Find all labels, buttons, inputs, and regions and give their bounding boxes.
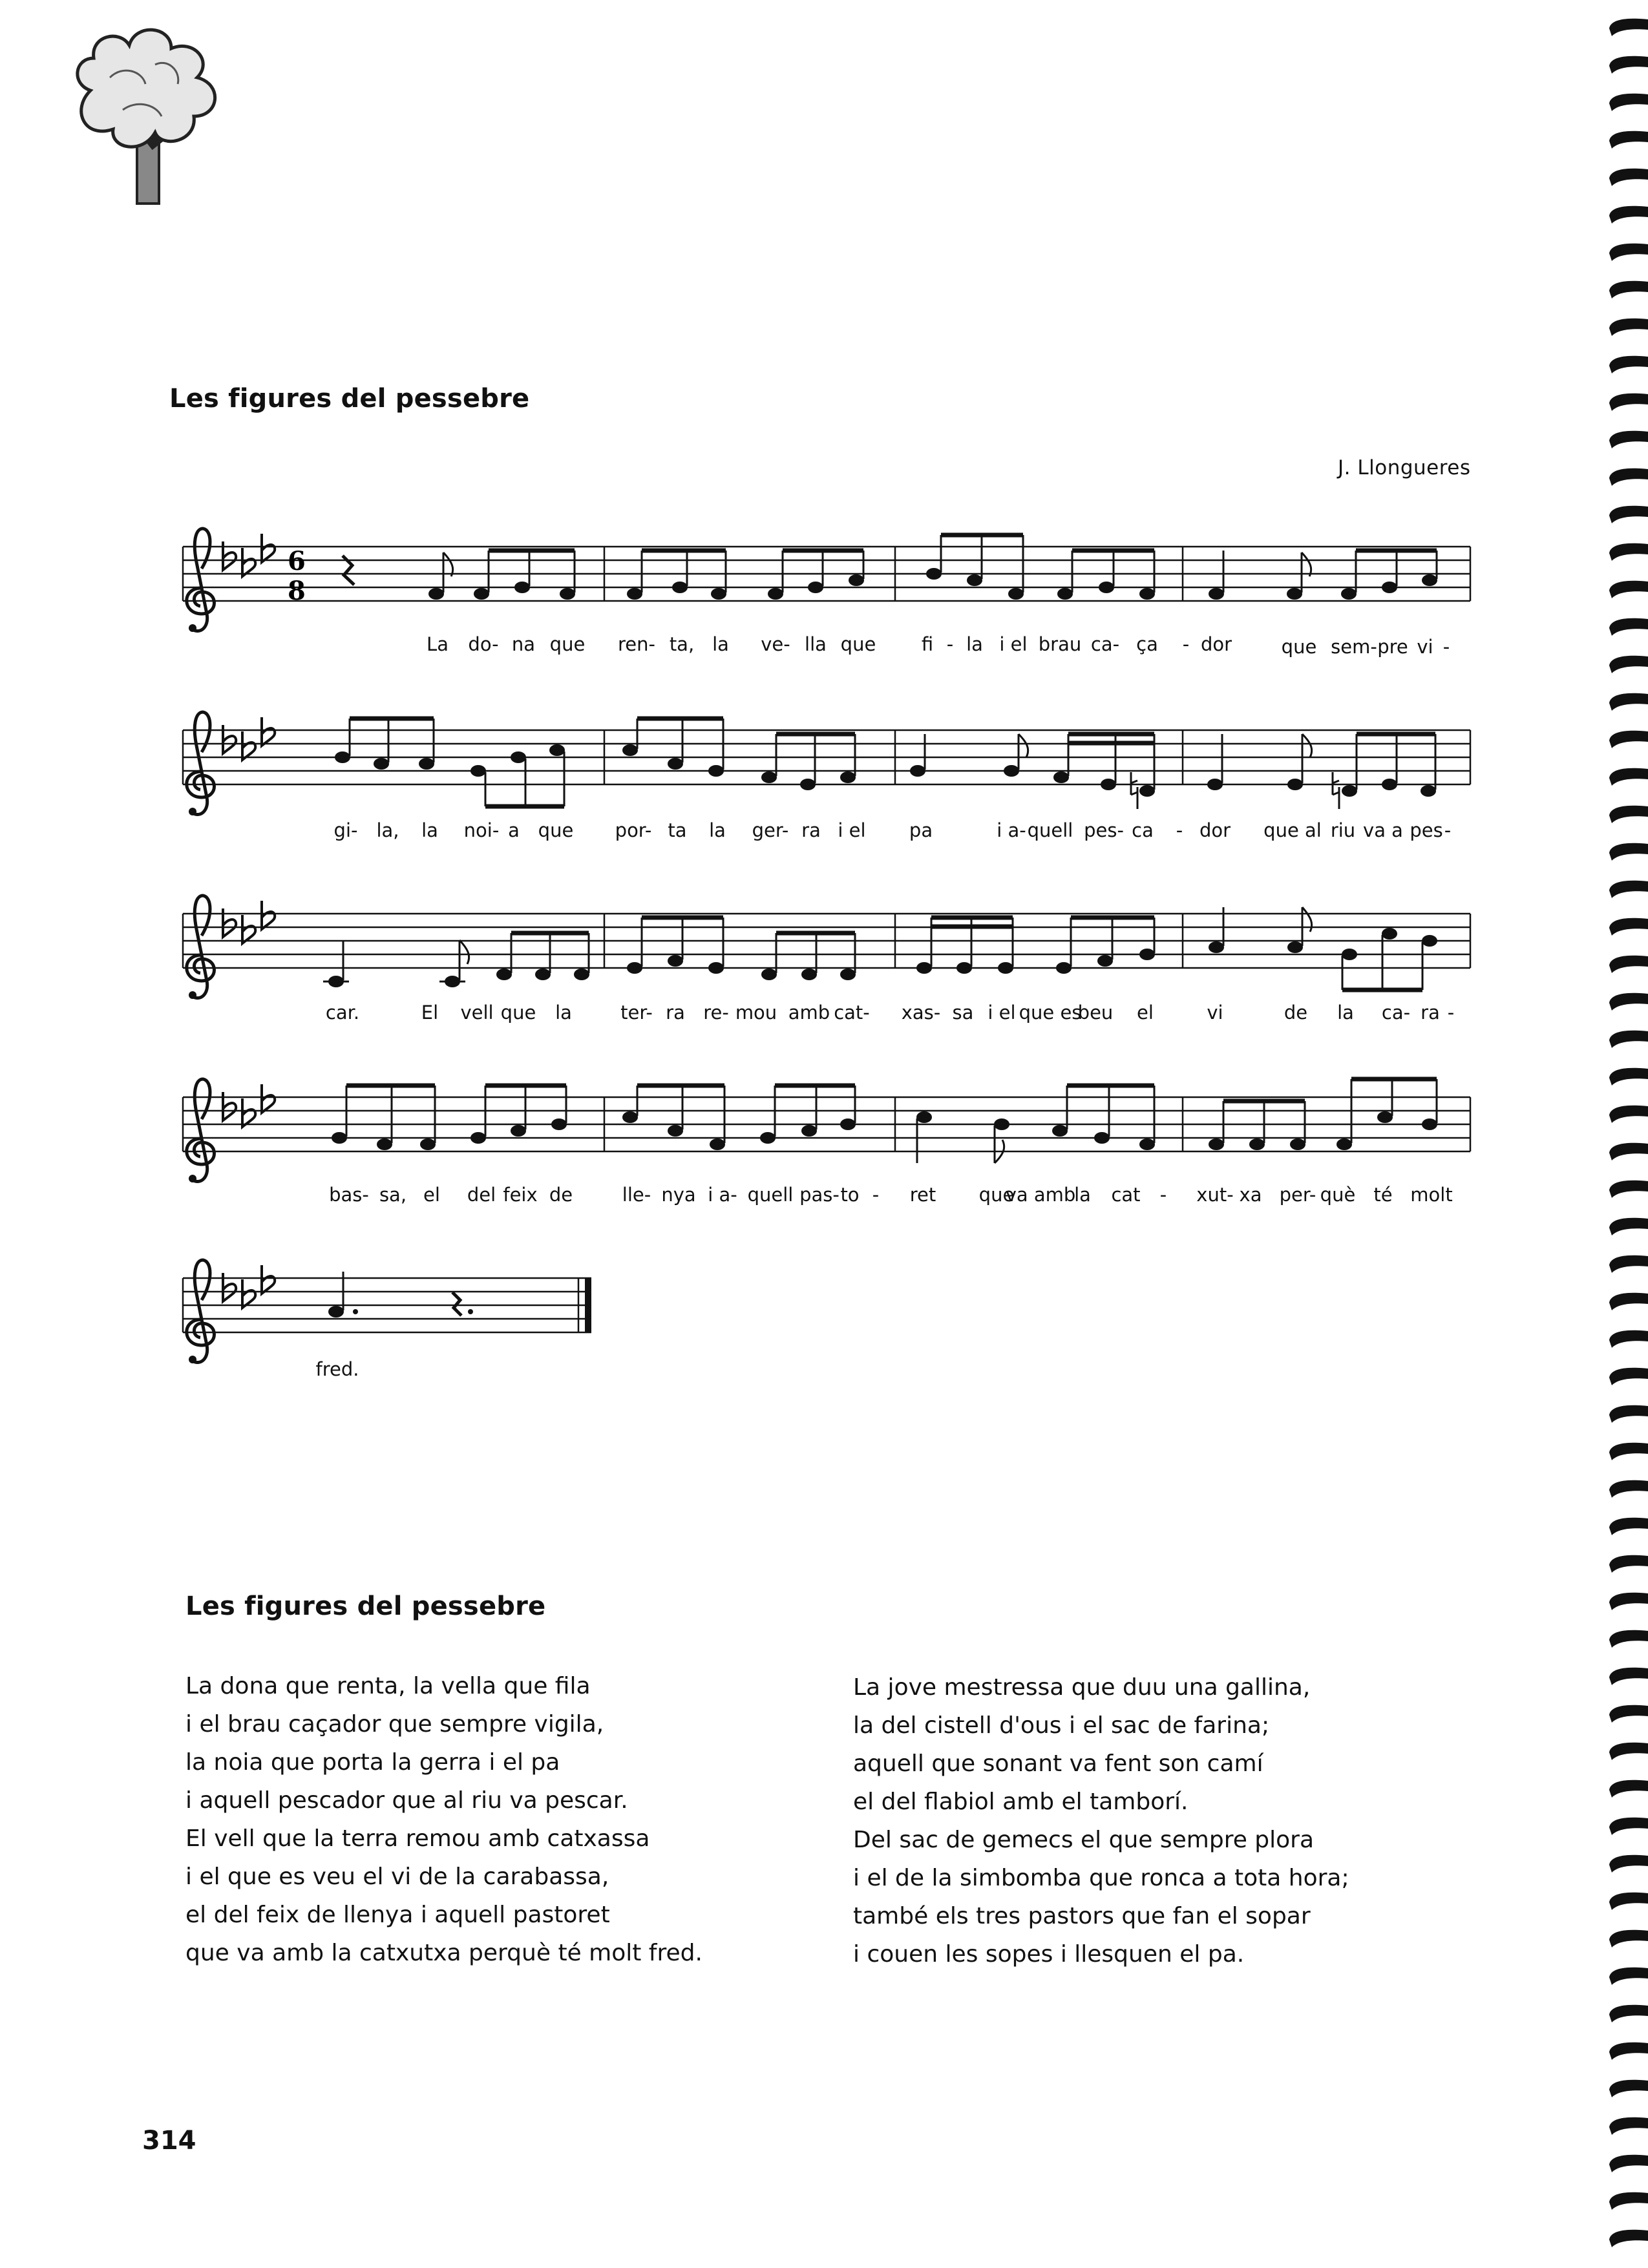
binding-ring	[1609, 1893, 1648, 1910]
lyric-syllable: -	[1442, 636, 1450, 658]
binding-ring	[1609, 506, 1648, 523]
lyric-syllable: lla	[805, 633, 827, 655]
binding-ring	[1609, 993, 1648, 1011]
page-number: 314	[142, 2126, 196, 2156]
binding-ring	[1609, 468, 1648, 486]
lyric-syllable: de	[1284, 1002, 1308, 1024]
poem-line: el del feix de llenya i aquell pastoret	[185, 1902, 610, 1928]
lyric-syllable: la	[1337, 1002, 1354, 1024]
lyric-syllable: -	[1159, 1184, 1167, 1206]
binding-ring	[1609, 1743, 1648, 1760]
flat-icon	[223, 541, 236, 570]
binding-ring	[1609, 1106, 1648, 1123]
lyric-syllable: va a	[1363, 819, 1403, 841]
lyric-syllable: ren-	[618, 633, 655, 655]
poem-title: Les figures del pessebre	[185, 1591, 546, 1621]
binding-ring	[1609, 1368, 1648, 1385]
poem-line: també els tres pastors que fan el sopar	[853, 1903, 1311, 1929]
lyric-syllable: per-	[1279, 1184, 1316, 1206]
binding-ring	[1609, 1255, 1648, 1273]
binding-ring	[1609, 768, 1648, 786]
lyric-syllable: -	[1176, 819, 1183, 841]
binding-ring	[1609, 581, 1648, 598]
lyric-syllable: car.	[325, 1002, 360, 1024]
lyric-syllable: que	[840, 633, 876, 655]
lyric-syllable: la	[421, 819, 438, 841]
notes-staff-4	[332, 1111, 1437, 1150]
poem-line: i el que es veu el vi de la carabassa,	[185, 1864, 609, 1890]
lyric-syllable: El	[421, 1002, 439, 1024]
lyric-syllable: sa,	[379, 1184, 407, 1206]
notes-staff-3	[328, 928, 1437, 987]
binding-ring	[1609, 2080, 1648, 2097]
lyric-syllable: ca-	[1381, 1002, 1411, 1024]
lyric-syllable: to	[840, 1184, 860, 1206]
binding-ring	[1609, 206, 1648, 224]
lyric-syllable: ra	[801, 819, 821, 841]
lyric-syllable: ter-	[620, 1002, 653, 1024]
lyric-syllable: què	[1320, 1184, 1356, 1206]
binding-ring	[1609, 1293, 1648, 1310]
binding-ring	[1609, 2042, 1648, 2060]
poem-line: i aquell pescador que al riu va pescar.	[185, 1787, 628, 1814]
lyric-syllable: amb	[788, 1002, 830, 1024]
lyric-syllable: molt	[1410, 1184, 1453, 1206]
binding-ring	[1609, 131, 1648, 149]
lyric-syllable: ra	[1421, 1002, 1440, 1024]
lyric-syllable: ta,	[669, 633, 695, 655]
binding-ring	[1609, 656, 1648, 673]
lyric-syllable: pes	[1410, 819, 1443, 841]
lyric-syllable: ra	[666, 1002, 685, 1024]
binding-ring	[1609, 56, 1648, 74]
lyric-syllable: -	[946, 633, 954, 655]
lyric-syllable: fi	[921, 633, 934, 655]
poem-right-column	[853, 1668, 1349, 1973]
lyric-syllable: nya	[661, 1184, 696, 1206]
binding-ring	[1609, 94, 1648, 111]
lyric-syllable: -	[872, 1184, 880, 1206]
binding-ring	[1609, 356, 1648, 373]
lyric-syllable: vi	[1417, 636, 1433, 658]
binding-ring	[1609, 1593, 1648, 1610]
lyric-syllable: ta	[668, 819, 687, 841]
lyric-syllable: té	[1373, 1184, 1393, 1206]
binding-ring	[1609, 169, 1648, 186]
lyric-syllable: la	[712, 633, 729, 655]
binding-ring	[1609, 2005, 1648, 2022]
binding-ring	[1609, 1518, 1648, 1535]
binding-ring	[1609, 1705, 1648, 1723]
lyric-syllable: cat	[1111, 1184, 1141, 1206]
lyric-syllable: la	[555, 1002, 572, 1024]
lyric-syllable: que	[538, 819, 574, 841]
binding-ring	[1609, 2192, 1648, 2210]
binding-ring	[1609, 1031, 1648, 1048]
binding-ring	[1609, 1068, 1648, 1086]
poem-line: la del cistell d'ous i el sac de farina;	[853, 1712, 1270, 1739]
lyric-syllable: que	[1281, 636, 1317, 658]
lyric-syllable: ret	[909, 1184, 936, 1206]
lyric-syllable: i a-	[997, 819, 1026, 841]
lyric-syllable: pas-	[799, 1184, 840, 1206]
lyric-syllable: i el	[838, 819, 866, 841]
poem-line: el del flabiol amb el tamborí.	[853, 1789, 1188, 1815]
binding-ring	[1609, 1218, 1648, 1235]
lyric-syllable: vi	[1207, 1002, 1223, 1024]
binding-ring	[1609, 918, 1648, 936]
binding-ring	[1609, 881, 1648, 898]
notes-staff-1	[428, 568, 1437, 600]
lyric-syllable: que es	[1019, 1002, 1082, 1024]
lyric-syllable: vell	[460, 1002, 494, 1024]
lyric-syllable: la	[966, 633, 983, 655]
lyric-syllable: xut-	[1196, 1184, 1234, 1206]
lyric-syllable: quell	[747, 1184, 794, 1206]
treble-clef-icon	[187, 529, 215, 632]
poem-line: aquell que sonant va fent son camí	[853, 1750, 1263, 1777]
binding-ring	[1609, 618, 1648, 636]
binding-ring	[1609, 806, 1648, 823]
lyric-syllable: -	[1447, 1002, 1455, 1024]
lyric-syllable: cat-	[834, 1002, 870, 1024]
lyric-syllable: ca	[1132, 819, 1154, 841]
lyric-syllable: el	[423, 1184, 440, 1206]
binding-ring	[1609, 693, 1648, 711]
poem-line: El vell que la terra remou amb catxassa	[185, 1825, 650, 1852]
lyric-syllable: i el	[988, 1002, 1016, 1024]
binding-ring	[1609, 1780, 1648, 1798]
lyric-syllable: lle-	[622, 1184, 651, 1206]
binding-ring	[1609, 244, 1648, 261]
binding-ring	[1609, 2155, 1648, 2172]
lyric-syllable: la	[709, 819, 726, 841]
lyric-syllable: dor	[1200, 633, 1232, 655]
lyric-syllable: gi-	[333, 819, 358, 841]
binding-ring	[1609, 731, 1648, 748]
poem-line: i el brau caçador que sempre vigila,	[185, 1711, 604, 1738]
binding-ring	[1609, 1443, 1648, 1460]
lyric-syllable: el	[1137, 1002, 1154, 1024]
poem-line: Del sac de gemecs el que sempre plora	[853, 1827, 1315, 1853]
staff-5	[183, 1260, 591, 1363]
binding-ring	[1609, 1668, 1648, 1685]
lyric-syllable: na	[511, 633, 536, 655]
lyric-syllable: que al	[1263, 819, 1322, 841]
staff-1	[183, 529, 1470, 632]
lyric-syllable: la,	[376, 819, 399, 841]
lyric-syllable: bas-	[329, 1184, 369, 1206]
binding-ring	[1609, 1480, 1648, 1498]
lyric-syllable: quell	[1027, 819, 1073, 841]
svg-text:8: 8	[288, 576, 306, 606]
binding-ring	[1609, 1930, 1648, 1948]
poem-line: que va amb la catxutxa perquè té molt fred.	[185, 1940, 703, 1966]
lyric-syllable: ve-	[761, 633, 790, 655]
staff-4	[183, 1079, 1470, 1182]
lyric-syllable: ger-	[752, 819, 789, 841]
poem-left-column	[185, 1667, 703, 1972]
lyric-syllable: -	[1444, 819, 1452, 841]
binding-ring	[1609, 543, 1648, 561]
binding-ring	[1609, 319, 1648, 336]
poem-line: i el de la simbomba que ronca a tota hora;	[853, 1865, 1349, 1891]
lyric-syllable: pre	[1377, 636, 1408, 658]
staff-2	[183, 712, 1470, 815]
lyric-syllable: sem-	[1331, 636, 1377, 658]
lyric-syllable: i el	[999, 633, 1028, 655]
lyric-syllable: por-	[615, 819, 652, 841]
lyric-syllable: que	[549, 633, 586, 655]
lyric-syllable: fred.	[315, 1358, 359, 1380]
binding-ring	[1609, 431, 1648, 448]
lyric-syllable: sa	[952, 1002, 974, 1024]
lyric-syllable: va amb	[1005, 1184, 1076, 1206]
lyric-syllable: del	[467, 1184, 496, 1206]
lyric-syllable: pes-	[1084, 819, 1124, 841]
poem-line: i couen les sopes i llesquen el pa.	[853, 1941, 1245, 1968]
composer: J. Llongueres	[1338, 456, 1471, 479]
lyric-syllable: ca-	[1090, 633, 1120, 655]
lyric-syllable: ça	[1136, 633, 1158, 655]
lyric-syllable: de	[549, 1184, 573, 1206]
binding-ring	[1609, 281, 1648, 299]
lyric-syllable: que	[978, 1184, 1015, 1206]
lyric-syllable: a	[508, 819, 520, 841]
lyric-syllable: feix	[503, 1184, 538, 1206]
poem-line: La jove mestressa que duu una gallina,	[853, 1674, 1311, 1701]
binding-ring	[1609, 843, 1648, 861]
lyric-syllable: noi-	[463, 819, 500, 841]
lyric-syllable: mou	[735, 1002, 777, 1024]
lyric-syllable: que	[500, 1002, 536, 1024]
lyric-syllable: -	[1182, 633, 1190, 655]
binding-ring	[1609, 394, 1648, 411]
binding-ring	[1609, 1818, 1648, 1835]
natural-icon	[1131, 772, 1339, 809]
lyric-syllable: riu	[1330, 819, 1356, 841]
binding-ring	[1609, 1405, 1648, 1423]
poem-line: La dona que renta, la vella que fila	[185, 1673, 591, 1699]
lyric-syllable: do-	[468, 633, 499, 655]
lyric-syllable: pa	[909, 819, 933, 841]
binding-ring	[1609, 1855, 1648, 1873]
lyric-syllable: beu	[1077, 1002, 1114, 1024]
lyric-syllable: xa	[1239, 1184, 1262, 1206]
binding-ring	[1609, 19, 1648, 36]
binding-ring	[1609, 2230, 1648, 2247]
binding-ring	[1609, 1555, 1648, 1573]
binding-ring	[1609, 2117, 1648, 2135]
lyric-syllable: xas-	[901, 1002, 941, 1024]
binding-ring	[1609, 956, 1648, 973]
binding-ring	[1609, 1630, 1648, 1648]
binding-ring	[1609, 1968, 1648, 1985]
lyric-syllable: La	[427, 633, 449, 655]
lyric-syllable: i a-	[708, 1184, 737, 1206]
spiral-binding	[1577, 0, 1648, 2268]
binding-ring	[1609, 1330, 1648, 1348]
staff-3	[183, 896, 1470, 999]
poem-line: la noia que porta la gerra i el pa	[185, 1749, 560, 1776]
svg-text:6: 6	[288, 546, 306, 576]
lyric-syllable: la	[1074, 1184, 1091, 1206]
binding-ring	[1609, 1181, 1648, 1198]
lyric-syllable: dor	[1199, 819, 1231, 841]
song-title: Les figures del pessebre	[169, 384, 530, 414]
lyric-syllable: re-	[703, 1002, 729, 1024]
binding-ring	[1609, 1143, 1648, 1160]
lyric-syllable: brau	[1038, 633, 1082, 655]
